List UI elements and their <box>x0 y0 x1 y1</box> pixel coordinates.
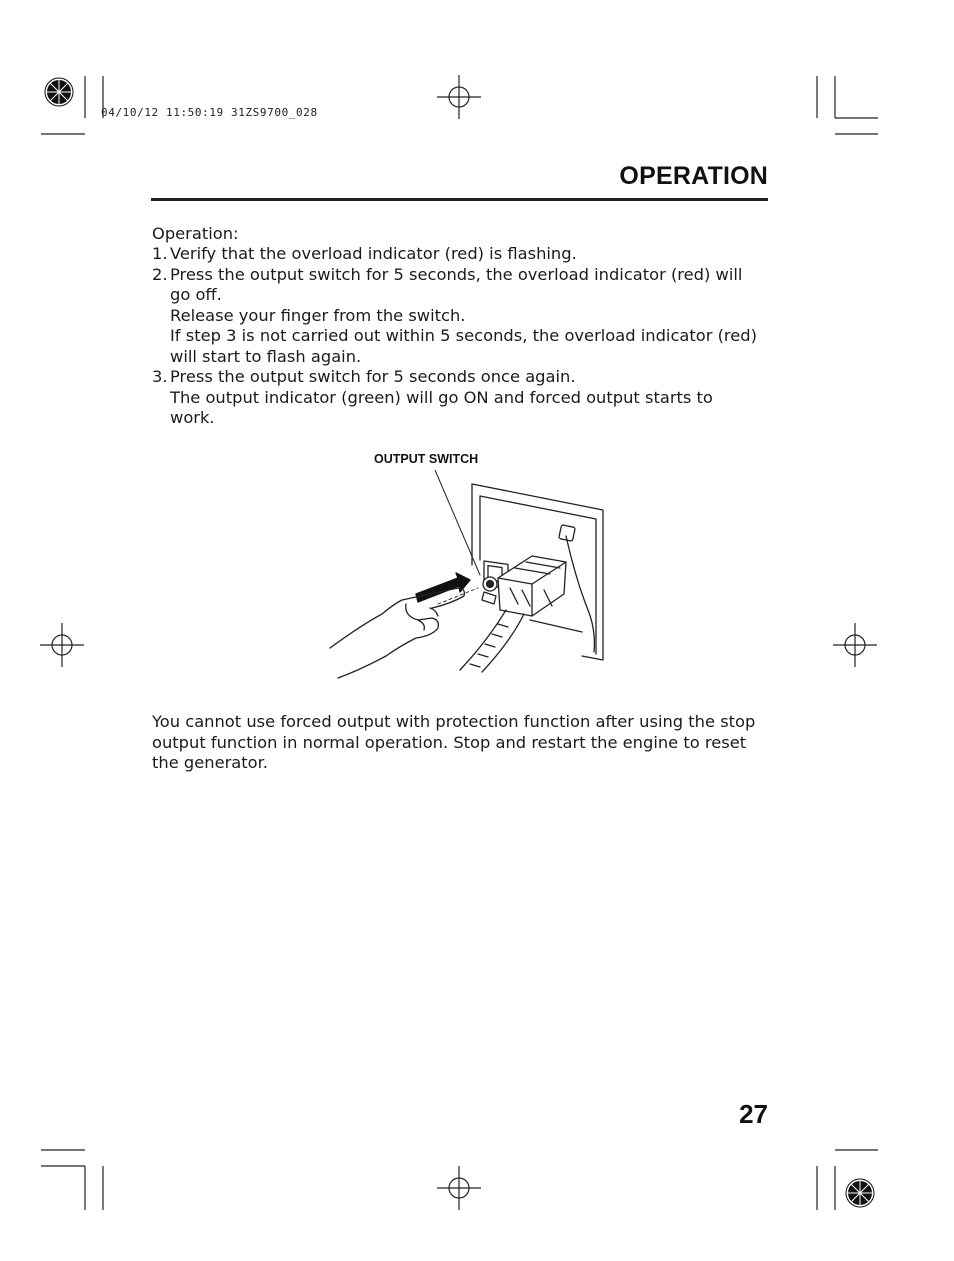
page-number: 27 <box>739 1099 768 1129</box>
step-line: The output indicator (green) will go ON and forced output starts to work. <box>170 387 713 427</box>
crosshair-top <box>437 75 481 119</box>
step-number: 2. <box>152 264 168 284</box>
step-2 <box>152 265 762 368</box>
callout-leader-line <box>435 470 480 575</box>
forced-output-note: You cannot use forced output with protection function after using the stop output function in normal operation. Stop and restart the engine to reset the generator. <box>152 712 756 772</box>
operation-intro: Operation: <box>152 224 239 243</box>
operation-steps <box>152 244 762 429</box>
step-line: Press the output switch for 5 seconds, the overload indicator (red) will go off. <box>170 264 743 304</box>
step-1 <box>152 244 762 265</box>
crosshair-bottom <box>437 1166 481 1210</box>
step-number: 1. <box>152 244 168 263</box>
crosshair-left <box>40 623 84 667</box>
cable-icon <box>460 610 524 672</box>
section-title: OPERATION <box>619 162 768 190</box>
push-arrow-icon <box>416 573 478 604</box>
step-3 <box>152 367 762 429</box>
registration-target-top-left <box>45 78 73 106</box>
crosshair-right <box>833 623 877 667</box>
output-switch-illustration <box>320 470 610 685</box>
output-switch-label: OUTPUT SWITCH <box>374 452 479 466</box>
print-timestamp: 04/10/12 11:50:19 31ZS9700_028 <box>101 106 318 119</box>
title-divider <box>151 198 768 201</box>
output-switch-icon <box>482 556 566 616</box>
step-line: Release your finger from the switch. <box>170 305 466 325</box>
step-line: If step 3 is not carried out within 5 seconds, the overload indicator (red) will start to flash again. <box>170 326 757 366</box>
step-line: Press the output switch for 5 seconds once again. <box>170 367 576 386</box>
step-line: Verify that the overload indicator (red) is flashing. <box>170 244 577 263</box>
registration-target-bottom-right <box>846 1179 874 1207</box>
step-number: 3. <box>152 367 168 386</box>
